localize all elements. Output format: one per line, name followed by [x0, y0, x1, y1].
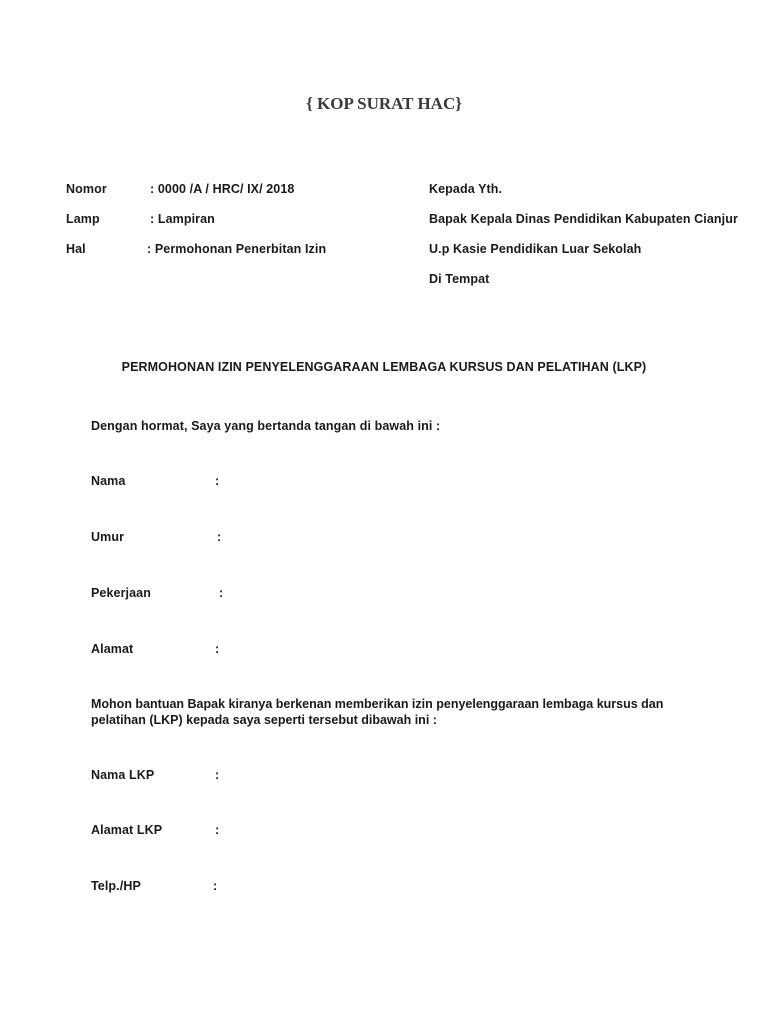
recipient-line-2: Bapak Kepala Dinas Pendidikan Kabupaten Cianjur	[429, 212, 738, 226]
field-label-alamat-lkp: Alamat LKP	[91, 823, 163, 837]
lamp-label: Lamp	[66, 212, 100, 226]
recipient-line-4: Di Tempat	[429, 272, 490, 286]
field-sep-umur: :	[217, 530, 222, 544]
field-label-alamat: Alamat	[91, 642, 134, 656]
recipient-line-1: Kepada Yth.	[429, 182, 503, 196]
letter-title: PERMOHONAN IZIN PENYELENGGARAAN LEMBAGA KURSUS DAN PELATIHAN (LKP)	[121, 360, 647, 374]
recipient-line-3: U.p Kasie Pendidikan Luar Sekolah	[429, 242, 642, 256]
field-label-pekerjaan: Pekerjaan	[91, 586, 151, 600]
field-label-nama: Nama	[91, 474, 126, 488]
request-paragraph	[91, 696, 691, 728]
letterhead-title: { KOP SURAT HAC}	[306, 94, 462, 113]
hal-value: : Permohonan Penerbitan Izin	[147, 242, 327, 256]
field-sep-telp: :	[213, 879, 218, 893]
field-sep-nama-lkp: :	[215, 768, 220, 782]
hal-label: Hal	[66, 242, 86, 256]
nomor-value: : 0000 /A / HRC/ IX/ 2018	[150, 182, 295, 196]
request-line-1: Mohon bantuan Bapak kiranya berkenan memberikan izin penyelenggaraan lembaga kursus dan	[91, 697, 664, 711]
request-line-2: pelatihan (LKP) kepada saya seperti tersebut dibawah ini :	[91, 713, 437, 727]
field-label-umur: Umur	[91, 530, 125, 544]
field-sep-pekerjaan: :	[219, 586, 224, 600]
field-label-nama-lkp: Nama LKP	[91, 768, 155, 782]
field-sep-alamat-lkp: :	[215, 823, 220, 837]
field-sep-alamat: :	[215, 642, 220, 656]
field-sep-nama: :	[215, 474, 220, 488]
nomor-label: Nomor	[66, 182, 107, 196]
greeting: Dengan hormat, Saya yang bertanda tangan di bawah ini :	[91, 419, 441, 433]
field-label-telp: Telp./HP	[91, 879, 141, 893]
lamp-value: : Lampiran	[150, 212, 215, 226]
